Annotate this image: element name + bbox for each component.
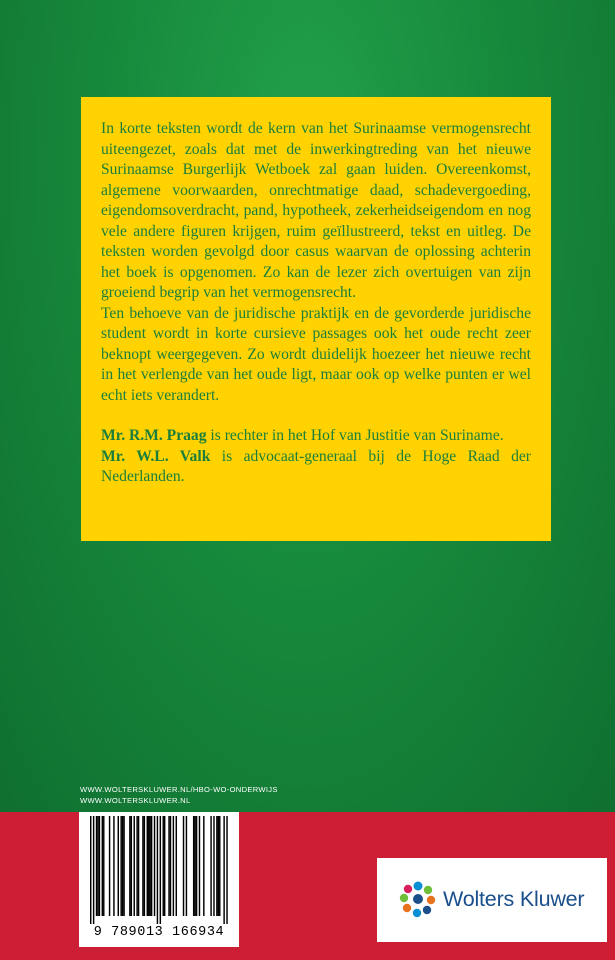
barcode-bar — [148, 816, 149, 916]
author-name-2: Mr. W.L. Valk — [101, 447, 211, 465]
barcode-bar — [90, 816, 91, 924]
author-role-1: is rechter in het Hof van Justitie van Suriname. — [206, 427, 504, 444]
barcode-bar — [97, 816, 98, 916]
barcode-bar — [163, 816, 164, 916]
isbn-number: 9 789013 166934 — [93, 925, 225, 940]
barcode-bars — [86, 816, 232, 924]
barcode-bar — [136, 816, 137, 916]
barcode-bar — [147, 816, 148, 916]
barcode-bar — [103, 816, 104, 916]
barcode-bar — [173, 816, 174, 916]
barcode-bar — [196, 816, 197, 916]
barcode-bar — [151, 816, 152, 916]
barcode-bar — [218, 816, 219, 916]
barcode-bar — [170, 816, 171, 916]
barcode-bar — [113, 816, 114, 916]
barcode-bar — [131, 816, 132, 916]
barcode-bar — [160, 816, 161, 924]
barcode-bar — [168, 816, 169, 916]
barcode-bar — [142, 816, 143, 916]
barcode-bar — [134, 816, 135, 916]
barcode-bar — [96, 816, 97, 916]
barcode-bar — [226, 816, 227, 924]
publisher-urls — [80, 784, 278, 806]
barcode-bar — [176, 816, 177, 916]
barcode-bar — [120, 816, 121, 916]
barcode-bar — [203, 816, 204, 916]
barcode-bar — [122, 816, 123, 916]
barcode-bar — [144, 816, 145, 916]
blurb-paragraph-1: In korte teksten wordt de kern van het Surinaamse vermogensrecht uiteengezet, zoals dat met de inwerkingtreding van het nieuwe Surinaamse Burgerlijk Wetboek zal gaan luiden. Overeenkomst, algemene voorwaarden, onrechtmatige daad, schadevergoeding, eigendomsoverdracht, pand, hypotheek, zekerheidseigendom en nog vele andere figuren krijgen, ruim geïllustreerd, tekst en uitleg. De teksten worden gevolgd door casus waarvan de oplossing achterin het boek is opgenomen. Zo kan de lezer zich overtuigen van zijn groeiend begrip van het vermogensrecht. — [101, 120, 531, 301]
author-line-2 — [101, 447, 531, 488]
author-line-1 — [101, 426, 531, 447]
barcode-bar — [129, 816, 130, 916]
publisher-logo — [377, 858, 607, 942]
barcode-bar — [149, 816, 150, 916]
author-role-2: is advocaat-generaal bij de Hoge Raad der Nederlanden. — [101, 447, 531, 485]
barcode-bar — [138, 816, 139, 916]
barcode-bar — [102, 816, 103, 916]
wolters-kluwer-logo-icon — [399, 880, 437, 918]
barcode-bar — [223, 816, 224, 924]
barcode-bar — [154, 816, 155, 916]
logo-text: Wolters Kluwer — [443, 887, 585, 911]
barcode-bar — [213, 816, 214, 916]
barcode-bar — [186, 816, 187, 916]
barcode-bar — [183, 816, 184, 916]
barcode-bar — [194, 816, 195, 916]
barcode-bar — [93, 816, 94, 924]
barcode-bar — [123, 816, 124, 916]
barcode-bar — [199, 816, 200, 916]
barcode-bar — [210, 816, 211, 916]
barcode-bar — [157, 816, 158, 924]
barcode-bar — [216, 816, 217, 916]
url-main: WWW.WOLTERSKLUWER.NL — [80, 796, 191, 805]
url-onderwijs: WWW.WOLTERSKLUWER.NL/HBO-WO-ONDERWIJS — [80, 785, 278, 794]
barcode-bar — [99, 816, 100, 916]
author-name-1: Mr. R.M. Praag — [101, 427, 207, 444]
barcode-bar — [118, 816, 119, 916]
barcode — [79, 812, 239, 947]
barcode-bar — [109, 816, 110, 916]
barcode-bar — [219, 816, 220, 916]
blurb-paragraph-2: Ten behoeve van de juridische praktijk en de gevorderde juridische student wordt in korte cursieve passages ook het oude recht zeer beknopt weergegeven. Zo wordt duidelijk hoezeer het nieuwe recht in het verlengde van het oude ligt, maar ook op welke punten er wel echt iets verandert. — [101, 304, 531, 404]
barcode-bar — [164, 816, 165, 916]
blurb-box — [81, 97, 551, 541]
barcode-bar — [193, 816, 194, 916]
